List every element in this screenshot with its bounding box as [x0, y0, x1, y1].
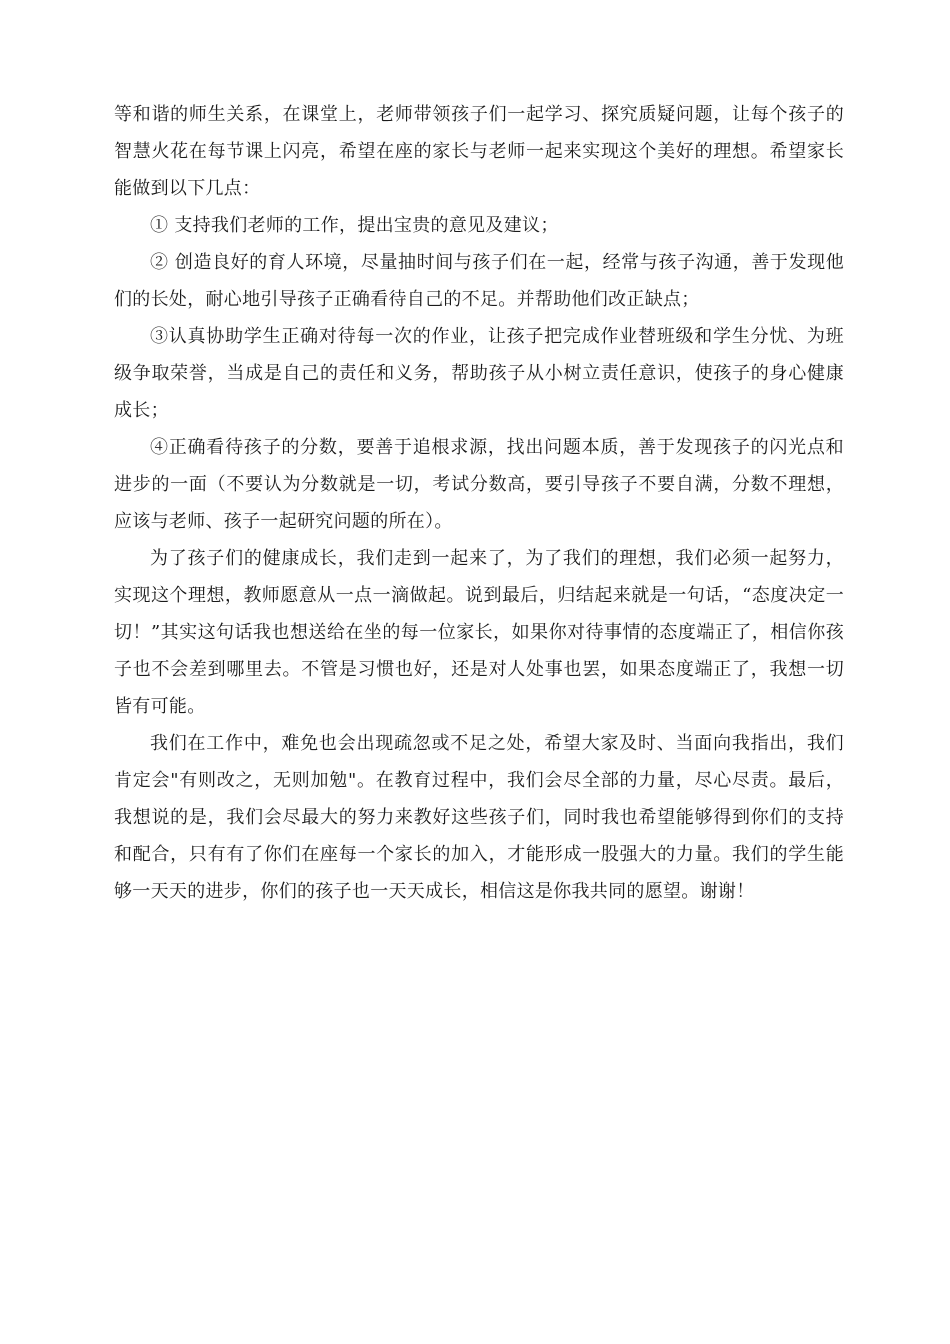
paragraph-point-1: ① 支持我们老师的工作，提出宝贵的意见及建议； — [150, 215, 559, 236]
document-page — [114, 96, 844, 910]
paragraph-point-4: ④正确看待孩子的分数，要善于追根求源，找出问题本质，善于发现孩子的闪光点和进步的一面（不要认为分数就是一切，考试分数高，要引导孩子不要自满，分数不理想，应该与老师、孩子一起研究问题的所在）。 — [114, 437, 844, 532]
paragraph-intro: 等和谐的师生关系，在课堂上，老师带领孩子们一起学习、探究质疑问题，让每个孩子的智慧火花在每节课上闪亮，希望在座的家长与老师一起来实现这个美好的理想。希望家长能做到以下几点： — [114, 104, 844, 199]
paragraph-conclusion: 为了孩子们的健康成长，我们走到一起来了，为了我们的理想，我们必须一起努力，实现这个理想，教师愿意从一点一滴做起。说到最后，归结起来就是一句话，“态度决定一切！”其实这句话我也想送给在坐的每一位家长，如果你对待事情的态度端正了，相信你孩子也不会差到哪里去。不管是习惯也好，还是对人处事也罢，如果态度端正了，我想一切皆有可能。 — [114, 548, 844, 717]
paragraph-closing: 我们在工作中，难免也会出现疏忽或不足之处，希望大家及时、当面向我指出，我们肯定会"有则改之，无则加勉"。在教育过程中，我们会尽全部的力量，尽心尽责。最后，我想说的是，我们会尽最大的努力来教好这些孩子们，同时我也希望能够得到你们的支持和配合，只有有了你们在座每一个家长的加入，才能形成一股强大的力量。我们的学生能够一天天的进步，你们的孩子也一天天成长，相信这是你我共同的愿望。谢谢！ — [114, 733, 844, 902]
paragraph-point-3: ③认真协助学生正确对待每一次的作业，让孩子把完成作业替班级和学生分忧、为班级争取荣誉，当成是自己的责任和义务，帮助孩子从小树立责任意识，使孩子的身心健康成长； — [114, 326, 844, 421]
paragraph-point-2: ② 创造良好的育人环境，尽量抽时间与孩子们在一起，经常与孩子沟通，善于发现他们的长处，耐心地引导孩子正确看待自己的不足。并帮助他们改正缺点； — [114, 252, 844, 310]
